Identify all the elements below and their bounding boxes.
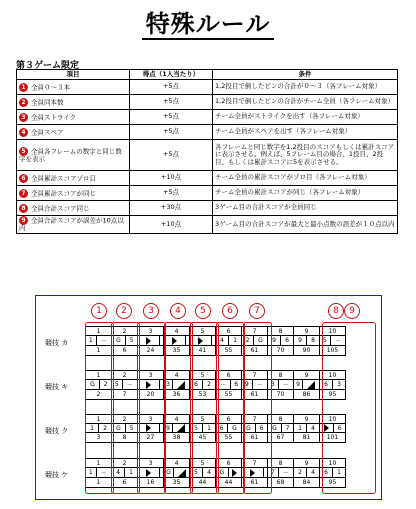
- throw-cell: 5: [126, 424, 138, 433]
- cumulative-score: 84: [294, 478, 320, 488]
- throw-cell: 1: [333, 468, 346, 478]
- cumulative-score: 2: [86, 390, 112, 400]
- throw-cell: 2: [294, 468, 307, 478]
- throw-cell: 1: [86, 336, 97, 346]
- column-marker-2: 2: [116, 303, 132, 319]
- player-name: 競技 ケ: [45, 471, 69, 479]
- throw-cell: 3: [268, 380, 279, 390]
- frame-number: 1: [86, 459, 112, 468]
- throw-cell: 9: [268, 336, 281, 346]
- rule-row: [17, 95, 398, 110]
- column-marker-5: 5: [195, 303, 211, 319]
- rule-condition: チーム全員の累計スコアがゾロ目（各フレーム対象）: [213, 171, 398, 186]
- column-marker-4: 4: [170, 303, 186, 319]
- throw-cell: 1: [86, 424, 99, 433]
- cumulative-score: 24: [138, 346, 164, 356]
- frame-number: 5: [190, 371, 216, 380]
- throw-cell: 5: [126, 336, 138, 346]
- cumulative-score: 45: [190, 433, 216, 443]
- rule-item-label: 全員累計スコアゾロ目: [31, 174, 96, 182]
- rule-item-label: 全員合計スコアが誤差が10点以内: [19, 216, 124, 232]
- throw-cell: 1: [294, 424, 307, 433]
- cumulative-score: 70: [268, 390, 294, 400]
- rule-points: +5点: [130, 125, 213, 140]
- cumulative-score: 61: [242, 478, 268, 488]
- cumulative-score: 1: [86, 478, 112, 488]
- column-marker-6: 6: [222, 303, 238, 319]
- throw-cell: 1: [203, 424, 216, 433]
- frame-number: 2: [112, 371, 138, 380]
- rule-item-label: 全員ストライク: [31, 113, 77, 121]
- cumulative-score: 44: [216, 478, 242, 488]
- throw-cell: －: [278, 468, 293, 478]
- cumulative-score: 1: [86, 346, 112, 356]
- rule-condition: 3ゲーム目の合計スコアが最大と最小点数の誤差が１０点以内: [213, 216, 398, 234]
- throw-cell: 9: [242, 380, 253, 390]
- throw-cell: [303, 380, 320, 390]
- rule-item: [17, 140, 130, 171]
- cumulative-score: 61: [242, 346, 268, 356]
- rule-item: [17, 186, 130, 201]
- throw-cell: 3: [333, 380, 346, 390]
- frame-number: 7: [242, 327, 268, 336]
- rule-points: +30点: [130, 201, 213, 216]
- cumulative-score: 81: [294, 433, 320, 443]
- header-condition: 条件: [213, 70, 398, 80]
- rule-item: [17, 80, 130, 95]
- rule-row: [17, 186, 398, 201]
- cumulative-score: 55: [216, 390, 242, 400]
- highlight-column-box: [216, 322, 245, 494]
- frame-number: 3: [138, 327, 164, 336]
- frame-number: 1: [86, 327, 112, 336]
- column-marker-1: 1: [91, 303, 107, 319]
- frame-number: 10: [320, 415, 346, 424]
- throw-cell: －: [278, 380, 293, 390]
- frame-number: 6: [216, 415, 242, 424]
- throw-cell: 9: [294, 380, 303, 390]
- cumulative-score: 61: [242, 433, 268, 443]
- rule-item: [17, 201, 130, 216]
- rule-item-label: 全員合計スコア同じ: [31, 204, 90, 212]
- throw-cell: G: [112, 336, 126, 346]
- frame-number: 5: [190, 459, 216, 468]
- throw-cell: 5: [190, 424, 203, 433]
- column-marker-3: 3: [143, 303, 159, 319]
- rule-row: [17, 80, 398, 95]
- throw-cell: G: [253, 336, 267, 346]
- rule-points: +5点: [130, 140, 213, 171]
- throw-cell: G: [112, 424, 126, 433]
- cumulative-score: 55: [216, 433, 242, 443]
- throw-cell: 7: [268, 468, 279, 478]
- throw-cell: 8: [307, 336, 320, 346]
- frame-number: 2: [112, 459, 138, 468]
- cumulative-score: 44: [190, 478, 216, 488]
- column-marker-9: 9: [344, 303, 360, 319]
- throw-cell: 6: [231, 380, 242, 390]
- rule-row: [17, 201, 398, 216]
- throw-cell: 4: [307, 468, 320, 478]
- throw-cell: 6: [320, 380, 333, 390]
- highlight-column-box: [190, 322, 219, 494]
- throw-cell: 2: [242, 336, 254, 346]
- section-title: 第３ゲーム限定: [16, 61, 80, 71]
- rule-condition: チーム全員がストライクを出す（各フレーム対象）: [213, 110, 398, 125]
- throw-cell: 7: [282, 424, 294, 433]
- rule-row: [17, 171, 398, 186]
- throw-cell: －: [122, 380, 137, 390]
- frame-number: 8: [268, 415, 294, 424]
- frame-number: 9: [294, 327, 320, 336]
- rule-item: [17, 125, 130, 140]
- rule-number-badge: 5: [19, 147, 28, 156]
- frame-number: 4: [164, 327, 190, 336]
- cumulative-score: 6: [112, 346, 138, 356]
- throw-cell: 2: [100, 380, 112, 390]
- frame-number: 10: [320, 371, 346, 380]
- cumulative-score: 20: [138, 390, 164, 400]
- rule-condition: 3ゲーム目の合計スコアが全員同じ: [213, 201, 398, 216]
- throw-cell: 6: [190, 380, 203, 390]
- throw-cell: 1: [229, 336, 242, 346]
- frame-number: 9: [294, 415, 320, 424]
- player-name: 競技 キ: [45, 383, 69, 391]
- cumulative-score: 7: [112, 390, 138, 400]
- rules-table: [16, 69, 398, 234]
- frame-number: 1: [86, 371, 112, 380]
- throw-cell: 5: [320, 336, 331, 346]
- rule-number-badge: 8: [19, 204, 28, 213]
- frame-number: 6: [216, 459, 242, 468]
- frame-number: 3: [138, 459, 164, 468]
- rule-number-badge: 3: [19, 113, 28, 122]
- throw-cell: －: [216, 380, 231, 390]
- throw-cell: －: [252, 380, 267, 390]
- frame-number: 9: [294, 459, 320, 468]
- frame-number: 10: [320, 459, 346, 468]
- frame-number: 7: [242, 459, 268, 468]
- player-name: 競技 カ: [45, 339, 69, 347]
- rule-row: [17, 140, 398, 171]
- throw-cell: －: [330, 336, 345, 346]
- rule-item: [17, 171, 130, 186]
- highlight-column-box: [243, 322, 272, 494]
- cumulative-score: 90: [294, 346, 320, 356]
- rule-points: +10点: [130, 171, 213, 186]
- frame-number: 2: [112, 415, 138, 424]
- throw-cell: 3: [164, 380, 173, 390]
- throw-cell: 2: [99, 424, 112, 433]
- throw-cell: －: [96, 336, 111, 346]
- rule-row: [17, 125, 398, 140]
- rule-item: [17, 216, 130, 234]
- rule-item: [17, 110, 130, 125]
- rule-condition: 1,2投目で倒したピンの合計が０～３（各フレーム対象）: [213, 80, 398, 95]
- rule-item-label: 全員スペア: [31, 128, 64, 136]
- rule-points: +5点: [130, 110, 213, 125]
- frame-number: 8: [268, 371, 294, 380]
- column-marker-8: 8: [328, 303, 344, 319]
- frame-number: 7: [242, 371, 268, 380]
- frame-number: 1: [86, 415, 112, 424]
- highlight-column-box: [85, 322, 114, 494]
- frame-number: 8: [268, 327, 294, 336]
- cumulative-score: 95: [320, 390, 346, 400]
- cumulative-score: 67: [268, 433, 294, 443]
- rule-row: [17, 110, 398, 125]
- throw-cell: G: [227, 424, 241, 433]
- highlight-column-box: [322, 322, 376, 494]
- highlight-column-box: [111, 322, 140, 494]
- highlight-column-box: [137, 322, 166, 494]
- throw-cell: 5: [190, 468, 203, 478]
- rule-points: +10点: [130, 216, 213, 234]
- rule-number-badge: 4: [19, 128, 28, 137]
- frame-number: 3: [138, 371, 164, 380]
- frame-number: 3: [138, 415, 164, 424]
- header-points: 得点（1人当たり）: [130, 70, 213, 80]
- player-name: 競技 ク: [45, 427, 69, 435]
- throw-cell: G: [86, 380, 100, 390]
- throw-cell: G: [242, 424, 256, 433]
- frame-number: 2: [112, 327, 138, 336]
- cumulative-score: 53: [190, 390, 216, 400]
- rule-number-badge: 7: [19, 189, 28, 198]
- rule-item-label: 全員同本数: [31, 98, 64, 106]
- throw-cell: 9: [164, 424, 173, 433]
- cumulative-score: 16: [138, 478, 164, 488]
- frame-number: 7: [242, 415, 268, 424]
- frame-number: 5: [190, 415, 216, 424]
- cumulative-score: 86: [294, 390, 320, 400]
- cumulative-score: 3: [86, 433, 112, 443]
- throw-cell: －: [96, 468, 111, 478]
- rule-item-label: 全員累計スコアが同じ: [31, 189, 96, 197]
- cumulative-score: 35: [164, 478, 190, 488]
- throw-cell: 6: [256, 424, 268, 433]
- throw-cell: 6: [281, 336, 294, 346]
- throw-cell: 9: [294, 336, 307, 346]
- cumulative-score: 35: [164, 346, 190, 356]
- throw-cell: 4: [112, 468, 125, 478]
- rule-row: [17, 216, 398, 234]
- rule-points: +5点: [130, 186, 213, 201]
- throw-cell: G: [216, 468, 229, 478]
- throw-cell: 4: [307, 424, 320, 433]
- cumulative-score: 61: [242, 390, 268, 400]
- cumulative-score: 36: [164, 390, 190, 400]
- frame-number: 4: [164, 371, 190, 380]
- rule-item-label: 全員各フレームの数字と同じ数字を表示: [19, 147, 122, 163]
- cumulative-score: 6: [112, 478, 138, 488]
- cumulative-score: 68: [268, 478, 294, 488]
- throw-cell: 4: [203, 468, 216, 478]
- rule-item-label: 全員０～３本: [31, 83, 70, 91]
- frame-number: 9: [294, 371, 320, 380]
- cumulative-score: 70: [268, 346, 294, 356]
- throw-cell: 6: [334, 424, 346, 433]
- cumulative-score: 38: [164, 433, 190, 443]
- rule-condition: 1,2投目で倒したピンの合計がチーム全員（各フレーム対象）: [213, 95, 398, 110]
- frame-number: 10: [320, 327, 346, 336]
- throw-cell: 6: [320, 468, 333, 478]
- rule-condition: チーム全員の累計スコアが同じ（各フレーム対象）: [213, 186, 398, 201]
- throw-cell: 1: [86, 468, 97, 478]
- rule-points: +5点: [130, 95, 213, 110]
- cumulative-score: 95: [320, 478, 346, 488]
- throw-cell: 2: [203, 380, 216, 390]
- cumulative-score: 55: [216, 346, 242, 356]
- rule-points: +5点: [130, 80, 213, 95]
- rule-number-badge: 9: [19, 216, 28, 225]
- frame-number: 5: [190, 327, 216, 336]
- highlight-column-box: [164, 322, 193, 494]
- frame-number: 4: [164, 415, 190, 424]
- cumulative-score: 101: [320, 433, 346, 443]
- rule-item: [17, 95, 130, 110]
- throw-cell: G: [164, 468, 174, 478]
- rule-condition: 各フレームと同じ数字を1,2投目のスコアもしくは累計スコアに表示させる。例えば、5フレーム目の場合、1投目、2投目、もしくは累計スコアに5を表示させる。: [213, 140, 398, 171]
- rule-number-badge: 2: [19, 98, 28, 107]
- cumulative-score: 8: [112, 433, 138, 443]
- page-title: 特殊ルール: [0, 4, 416, 39]
- cumulative-score: 105: [320, 346, 346, 356]
- rule-number-badge: 1: [19, 83, 28, 92]
- frame-number: 6: [216, 327, 242, 336]
- spare-mark: [307, 381, 315, 389]
- throw-cell: 5: [112, 380, 123, 390]
- throw-cell: 6: [216, 424, 228, 433]
- rule-number-badge: 6: [19, 174, 28, 183]
- throw-cell: 1: [125, 468, 138, 478]
- column-marker-7: 7: [249, 303, 265, 319]
- frame-number: 4: [164, 459, 190, 468]
- cumulative-score: 27: [138, 433, 164, 443]
- header-item: 項目: [17, 70, 130, 80]
- frame-number: 8: [268, 459, 294, 468]
- rule-condition: チーム全員がスペアを出す（各フレーム対象）: [213, 125, 398, 140]
- cumulative-score: 41: [190, 346, 216, 356]
- throw-cell: G: [268, 424, 282, 433]
- throw-cell: 4: [216, 336, 229, 346]
- frame-number: 6: [216, 371, 242, 380]
